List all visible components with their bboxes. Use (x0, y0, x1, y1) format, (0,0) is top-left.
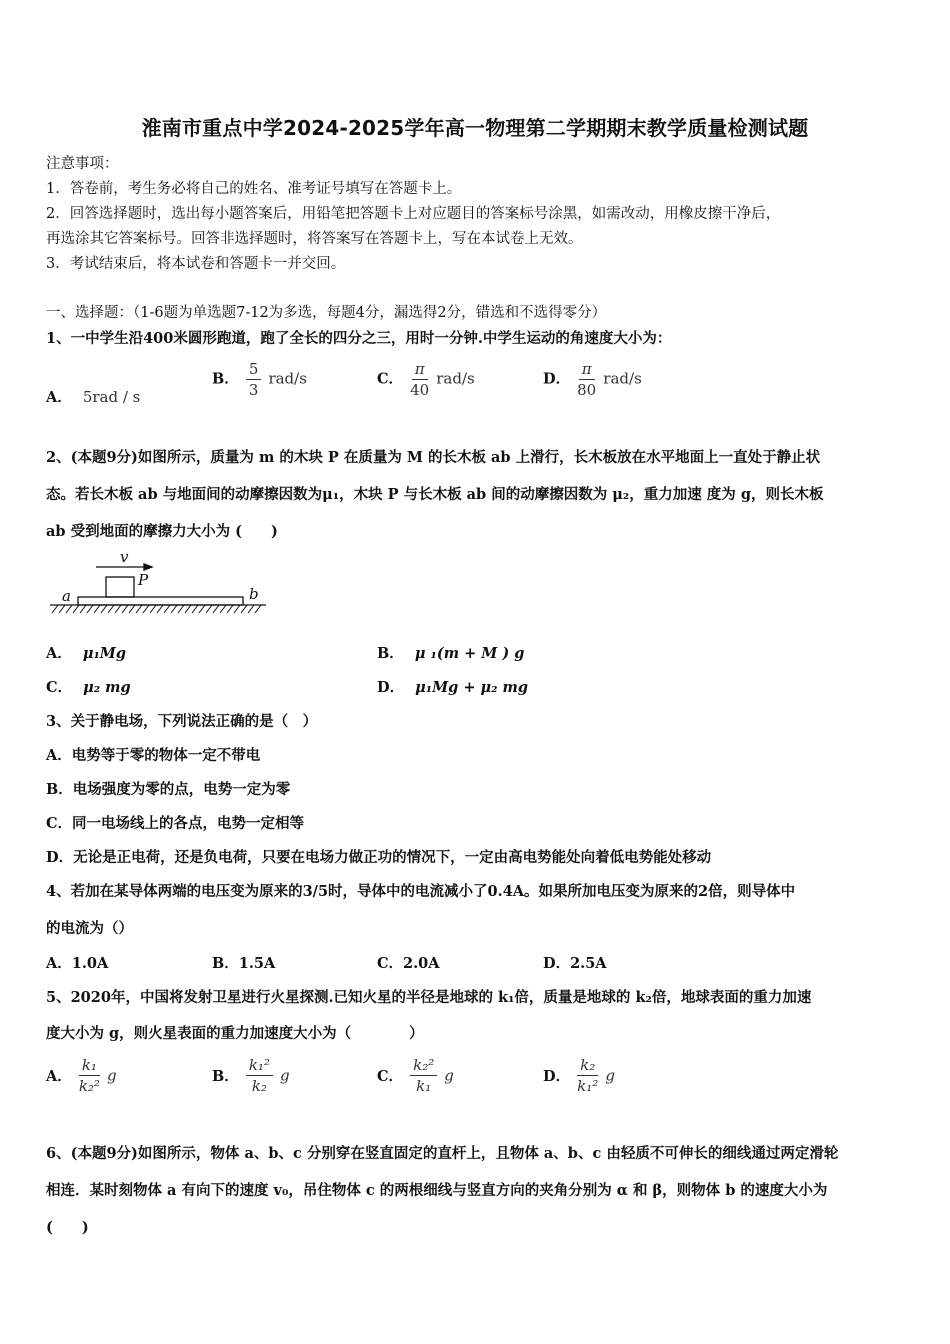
option-label: D． (543, 370, 571, 388)
numerator: k₂² (410, 1056, 437, 1076)
option-value: 5rad / s (82, 388, 141, 406)
option-label: C． (377, 370, 404, 388)
gravity-symbol: g (444, 1066, 454, 1085)
notice-heading: 注意事项： (46, 156, 119, 172)
denominator: 3 (248, 381, 259, 399)
option-label: D． (377, 679, 405, 696)
q5-option-d (543, 1056, 615, 1095)
question-6-stem: 相连．某时刻物体 a 有向下的速度 v₀，吊住物体 c 的两根细线与竖直方向的夹角分别为 α 和 β，则物体 b 的速度大小为 (46, 1182, 828, 1199)
denominator: k₁ (416, 1077, 432, 1095)
q1-option-b (212, 360, 307, 399)
label-v: v (120, 548, 129, 566)
q5-option-b (212, 1056, 290, 1095)
option-label: A． (46, 1068, 72, 1085)
unit: rad/s (436, 369, 475, 388)
question-2-stem: ab 受到地面的摩擦力大小为 ( ) (46, 523, 278, 540)
question-1-stem: 1、一中学生沿400米圆形跑道，跑了全长的四分之三，用时一分钟.中学生运动的角速度大小为： (46, 330, 672, 347)
option-label: C． (46, 679, 73, 696)
notice-item: 再选涂其它答案标号。回答非选择题时，将答案写在答题卡上，写在本试卷上无效。 (46, 231, 583, 247)
option-label: B． (212, 370, 239, 388)
gravity-symbol: g (107, 1066, 117, 1085)
arrow-head (144, 564, 152, 570)
q2-option-d (377, 676, 528, 697)
numerator: 5 (246, 360, 262, 380)
question-4-stem: 4、若加在某导体两端的电压变为原来的3/5时，导体中的电流减小了0.4A。如果所加电压变为原来的2倍，则导体中 (46, 883, 796, 900)
denominator: k₂ (251, 1077, 267, 1095)
board-ab (78, 597, 243, 605)
notice-item: 2．回答选择题时，选出每小题答案后，用铅笔把答题卡上对应题目的答案标号涂黑，如需改动，用橡皮擦干净后， (46, 206, 781, 222)
question-2-stem: 2、(本题9分)如图所示，质量为 m 的木块 P 在质量为 M 的长木板 ab 上滑行，长木板放在水平地面上一直处于静止状 (46, 449, 821, 466)
unit: rad/s (603, 369, 642, 388)
option-label: A． (46, 389, 72, 406)
q1-option-d (543, 360, 642, 399)
numerator: π (579, 360, 595, 380)
q4-option-a: A．1.0A (46, 955, 109, 972)
q4-option-b: B．1.5A (212, 955, 276, 972)
option-label: C． (377, 1068, 404, 1085)
question-6-stem: ( ) (46, 1219, 89, 1236)
q1-option-a (46, 386, 140, 407)
fraction (410, 1056, 437, 1095)
numerator: k₂ (577, 1056, 598, 1076)
numerator: k₁ (79, 1056, 100, 1076)
question-5-stem: 度大小为 g，则火星表面的重力加速度大小为（ ） (46, 1025, 424, 1042)
q2-figure (44, 548, 274, 618)
fraction (577, 1056, 598, 1095)
option-label: A． (46, 645, 72, 662)
gravity-symbol: g (605, 1066, 615, 1085)
denominator: k₂² (78, 1077, 100, 1095)
denominator: k₁² (577, 1077, 599, 1095)
q5-option-a (46, 1056, 117, 1095)
question-2-stem: 态。若长木板 ab 与地面间的动摩擦因数为μ₁，木块 P 与长木板 ab 间的动摩擦因数为 μ₂，重力加速 度为 g，则长木板 (46, 486, 824, 503)
option-label: B． (212, 1068, 239, 1085)
denominator: 40 (410, 381, 430, 399)
page-title: 淮南市重点中学2024-2025学年高一物理第二学期期末教学质量检测试题 (141, 116, 809, 140)
q5-option-c (377, 1056, 454, 1095)
q2-option-a (46, 642, 126, 663)
q2-option-c (46, 676, 131, 697)
question-6-stem: 6、(本题9分)如图所示，物体 a、b、c 分别穿在竖直固定的直杆上，且物体 a、b、c 由轻质不可伸长的细线通过两定滑轮 (46, 1145, 839, 1162)
option-label: D． (543, 1068, 571, 1085)
notice-item: 1．答卷前，考生务必将自己的姓名、准考证号填写在答题卡上。 (46, 181, 462, 197)
block-p (106, 577, 134, 597)
gravity-symbol: g (280, 1066, 290, 1085)
option-value: μ ₁(m + M ) g (414, 645, 525, 662)
q2-option-b (377, 642, 524, 663)
option-value: μ₂ mg (83, 679, 131, 696)
fraction (410, 360, 429, 399)
fraction (246, 1056, 273, 1095)
numerator: k₁² (246, 1056, 273, 1076)
option-value: μ₁Mg (82, 645, 126, 662)
q3-option-c: C．同一电场线上的各点，电势一定相等 (46, 815, 305, 832)
option-value: μ₁Mg + μ₂ mg (415, 679, 529, 696)
label-p: P (138, 571, 149, 589)
q4-option-c: C．2.0A (377, 955, 440, 972)
label-a: a (62, 587, 71, 605)
q4-option-d: D．2.5A (543, 955, 607, 972)
numerator: π (412, 360, 428, 380)
question-4-stem: 的电流为（） (46, 920, 133, 937)
q3-option-d: D．无论是正电荷，还是负电荷，只要在电场力做正功的情况下，一定由高电势能处向着低电势能处移动 (46, 849, 712, 866)
question-3-stem: 3、关于静电场，下列说法正确的是（ ） (46, 713, 318, 730)
fraction (79, 1056, 100, 1095)
option-label: B． (377, 645, 404, 662)
ground-hatch (52, 605, 261, 613)
q3-option-b: B．电场强度为零的点，电势一定为零 (46, 781, 291, 798)
denominator: 80 (577, 381, 597, 399)
notice-item: 3．考试结束后，将本试卷和答题卡一并交回。 (46, 256, 346, 272)
q3-option-a: A．电势等于零的物体一定不带电 (46, 747, 261, 764)
fraction (577, 360, 596, 399)
unit: rad/s (268, 369, 307, 388)
label-b: b (249, 585, 259, 603)
fraction (246, 360, 262, 399)
question-5-stem: 5、2020年，中国将发射卫星进行火星探测.已知火星的半径是地球的 k₁倍，质量是地球的 k₂倍，地球表面的重力加速 (46, 989, 812, 1006)
section-heading: 一、选择题：（1-6题为单选题7-12为多选，每题4分，漏选得2分，错选和不选得零分） (46, 305, 607, 321)
q1-option-c (377, 360, 475, 399)
